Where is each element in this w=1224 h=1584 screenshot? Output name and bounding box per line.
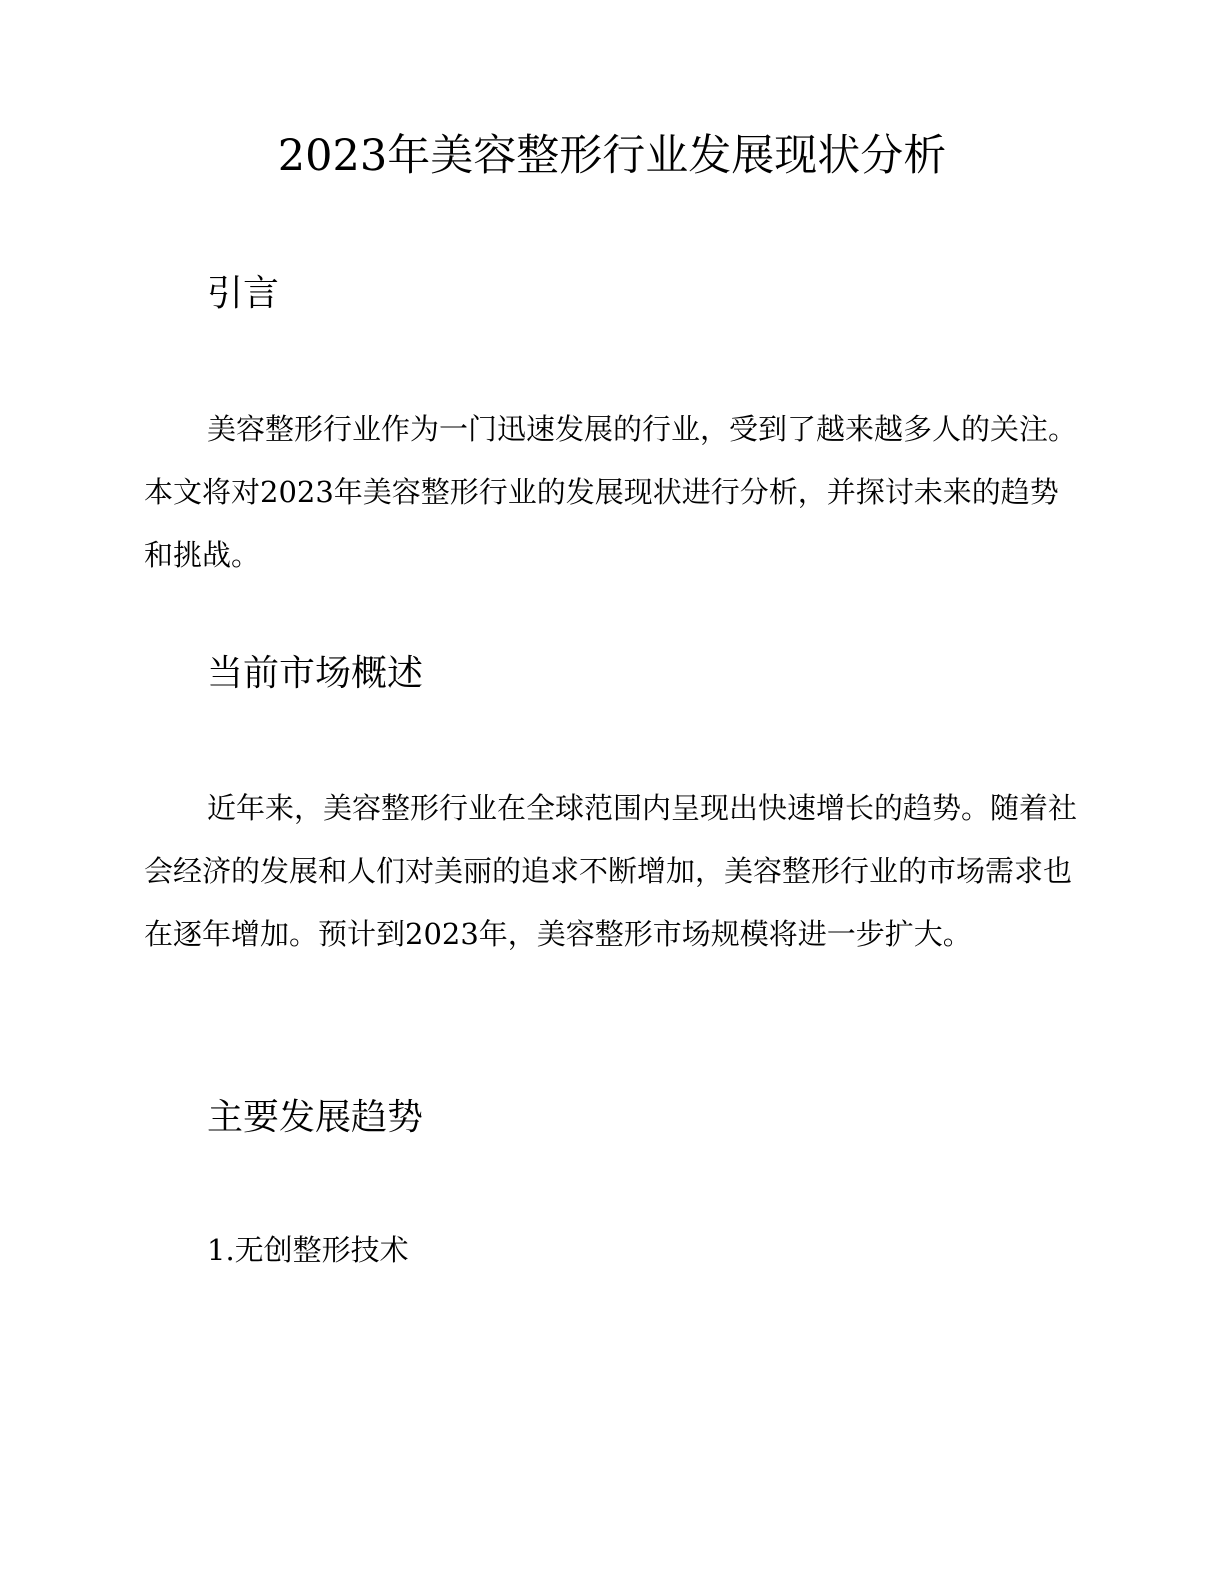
section-paragraph-market-overview: 近年来，美容整形行业在全球范围内呈现出快速增长的趋势。随着社会经济的发展和人们对美丽的追求不断增加，美容整形行业的市场需求也在逐年增加。预计到2023年，美容整形市场规模将进一步扩大。 [144, 791, 1078, 951]
list-item-noninvasive-technology: 1.无创整形技术 [207, 1233, 409, 1267]
document-title: 2023年美容整形行业发展现状分析 [277, 131, 947, 181]
section-heading-introduction: 引言 [207, 273, 280, 314]
section-heading-market-overview: 当前市场概述 [207, 653, 424, 694]
section-heading-main-trends: 主要发展趋势 [207, 1097, 424, 1138]
section-paragraph-introduction: 美容整形行业作为一门迅速发展的行业，受到了越来越多人的关注。本文将对2023年美容整形行业的发展现状进行分析，并探讨未来的趋势和挑战。 [144, 412, 1078, 572]
